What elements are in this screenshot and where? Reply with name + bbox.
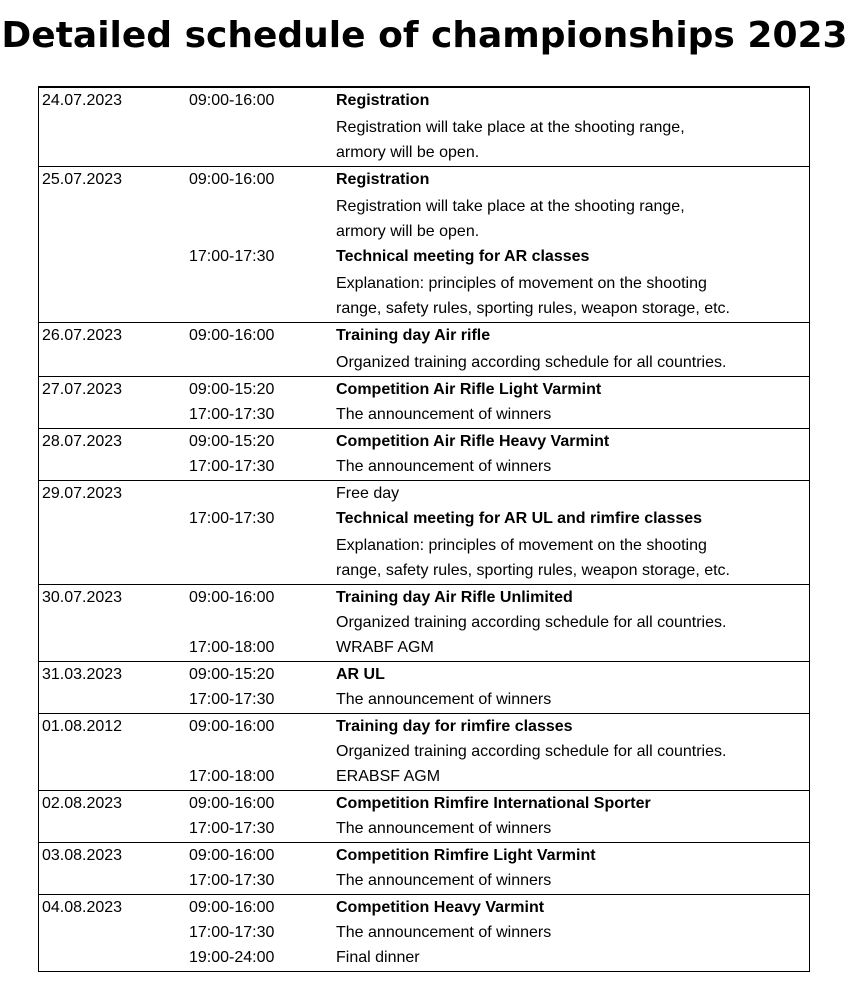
event-title: Training day Air Rifle Unlimited: [336, 589, 573, 606]
event-title: Competition Rimfire Light Varmint: [336, 847, 596, 864]
schedule-row: [39, 945, 809, 970]
day-block: [39, 585, 809, 662]
event-text: The announcement of winners: [336, 820, 552, 837]
event-cell: [336, 377, 809, 402]
schedule-table: [38, 86, 810, 972]
event-cell: [336, 687, 809, 712]
time-cell: 17:00-17:30: [189, 924, 275, 941]
event-cell: [336, 167, 809, 244]
event-text: Free day: [336, 485, 400, 502]
page-title: Detailed schedule of championships 2023: [1, 15, 848, 56]
date-cell: 01.08.2012: [42, 718, 123, 735]
time-cell: 17:00-17:30: [189, 406, 275, 423]
time-cell: 17:00-17:30: [189, 458, 275, 475]
description-line: Registration will take place at the shooting range,: [336, 119, 685, 136]
day-block: [39, 167, 809, 323]
description-line: Organized training according schedule for all countries.: [336, 614, 727, 631]
description-line: armory will be open.: [336, 144, 480, 161]
time-cell: 09:00-16:00: [189, 171, 275, 188]
day-block: [39, 843, 809, 895]
time-cell: 19:00-24:00: [189, 949, 275, 966]
event-title: Competition Rimfire International Sporter: [336, 795, 651, 812]
event-title: Technical meeting for AR UL and rimfire classes: [336, 510, 703, 527]
date-cell: 25.07.2023: [42, 171, 123, 188]
event-title: Registration: [336, 171, 430, 188]
date-cell: 30.07.2023: [42, 589, 123, 606]
date-cell: 29.07.2023: [42, 485, 123, 502]
description-line: Explanation: principles of movement on the shooting: [336, 275, 707, 292]
schedule-row: [39, 764, 809, 789]
time-cell: 09:00-15:20: [189, 666, 275, 683]
event-title: Registration: [336, 92, 430, 109]
event-cell: [336, 481, 809, 506]
event-cell: [336, 244, 809, 321]
event-text: WRABF AGM: [336, 639, 434, 656]
event-cell: [336, 945, 809, 970]
time-cell: 09:00-16:00: [189, 899, 275, 916]
event-cell: [336, 88, 809, 165]
time-cell: 09:00-16:00: [189, 718, 275, 735]
time-cell: 09:00-16:00: [189, 327, 275, 344]
event-cell: [336, 662, 809, 687]
day-block: [39, 791, 809, 843]
time-cell: 17:00-17:30: [189, 872, 275, 889]
day-block: [39, 662, 809, 714]
event-cell: [336, 714, 809, 764]
event-cell: [336, 402, 809, 427]
schedule-row: [39, 920, 809, 945]
event-title: Competition Heavy Varmint: [336, 899, 545, 916]
event-cell: [336, 920, 809, 945]
event-description: [336, 115, 809, 165]
event-text: The announcement of winners: [336, 691, 552, 708]
time-cell: 09:00-16:00: [189, 847, 275, 864]
schedule-row: [39, 662, 809, 687]
day-block: [39, 481, 809, 585]
event-text: The announcement of winners: [336, 924, 552, 941]
time-cell: 17:00-17:30: [189, 510, 275, 527]
event-description: [336, 350, 809, 375]
event-cell: [336, 454, 809, 479]
time-cell: 17:00-18:00: [189, 768, 275, 785]
description-line: Organized training according schedule for all countries.: [336, 354, 727, 371]
schedule-row: [39, 791, 809, 816]
schedule-row: [39, 868, 809, 893]
time-cell: 09:00-15:20: [189, 433, 275, 450]
event-description: [336, 271, 809, 321]
schedule-row: [39, 323, 809, 375]
time-cell: 17:00-17:30: [189, 248, 275, 265]
event-cell: [336, 506, 809, 583]
schedule-row: [39, 377, 809, 402]
schedule-row: [39, 687, 809, 712]
schedule-row: [39, 714, 809, 764]
day-block: [39, 429, 809, 481]
date-cell: 26.07.2023: [42, 327, 123, 344]
event-description: [336, 739, 809, 764]
description-line: range, safety rules, sporting rules, weapon storage, etc.: [336, 562, 730, 579]
schedule-row: [39, 506, 809, 583]
day-block: [39, 323, 809, 377]
event-cell: [336, 429, 809, 454]
event-title: Competition Air Rifle Heavy Varmint: [336, 433, 610, 450]
description-line: armory will be open.: [336, 223, 480, 240]
event-text: ERABSF AGM: [336, 768, 441, 785]
event-description: [336, 533, 809, 583]
schedule-row: [39, 816, 809, 841]
description-line: Organized training according schedule for all countries.: [336, 743, 727, 760]
time-cell: 17:00-17:30: [189, 820, 275, 837]
description-line: range, safety rules, sporting rules, weapon storage, etc.: [336, 300, 730, 317]
event-text: The announcement of winners: [336, 872, 552, 889]
event-cell: [336, 868, 809, 893]
date-cell: 02.08.2023: [42, 795, 123, 812]
schedule-row: [39, 429, 809, 454]
day-block: [39, 714, 809, 791]
day-block: [39, 377, 809, 429]
date-cell: 03.08.2023: [42, 847, 123, 864]
schedule-row: [39, 635, 809, 660]
event-title: Competition Air Rifle Light Varmint: [336, 381, 602, 398]
date-cell: 24.07.2023: [42, 92, 123, 109]
schedule-row: [39, 843, 809, 868]
schedule-row: [39, 454, 809, 479]
event-cell: [336, 323, 809, 375]
date-cell: 04.08.2023: [42, 899, 123, 916]
schedule-row: [39, 244, 809, 321]
event-text: The announcement of winners: [336, 458, 552, 475]
schedule-row: [39, 167, 809, 244]
event-text: Final dinner: [336, 949, 420, 966]
date-cell: 27.07.2023: [42, 381, 123, 398]
event-title: Training day for rimfire classes: [336, 718, 573, 735]
event-cell: [336, 816, 809, 841]
schedule-row: [39, 585, 809, 635]
event-cell: [336, 895, 809, 920]
event-text: The announcement of winners: [336, 406, 552, 423]
time-cell: 09:00-15:20: [189, 381, 275, 398]
schedule-row: [39, 402, 809, 427]
time-cell: 09:00-16:00: [189, 92, 275, 109]
date-cell: 28.07.2023: [42, 433, 123, 450]
event-cell: [336, 791, 809, 816]
event-title: AR UL: [336, 666, 385, 683]
time-cell: 17:00-17:30: [189, 691, 275, 708]
date-cell: 31.03.2023: [42, 666, 123, 683]
day-block: [39, 895, 809, 972]
event-title: Technical meeting for AR classes: [336, 248, 590, 265]
event-cell: [336, 843, 809, 868]
event-title: Training day Air rifle: [336, 327, 491, 344]
schedule-row: [39, 895, 809, 920]
event-cell: [336, 585, 809, 635]
description-line: Explanation: principles of movement on the shooting: [336, 537, 707, 554]
time-cell: 09:00-16:00: [189, 795, 275, 812]
time-cell: 09:00-16:00: [189, 589, 275, 606]
schedule-row: [39, 88, 809, 165]
day-block: [39, 88, 809, 167]
event-description: [336, 610, 809, 635]
schedule-row: [39, 481, 809, 506]
event-description: [336, 194, 809, 244]
time-cell: 17:00-18:00: [189, 639, 275, 656]
event-cell: [336, 764, 809, 789]
description-line: Registration will take place at the shooting range,: [336, 198, 685, 215]
event-cell: [336, 635, 809, 660]
